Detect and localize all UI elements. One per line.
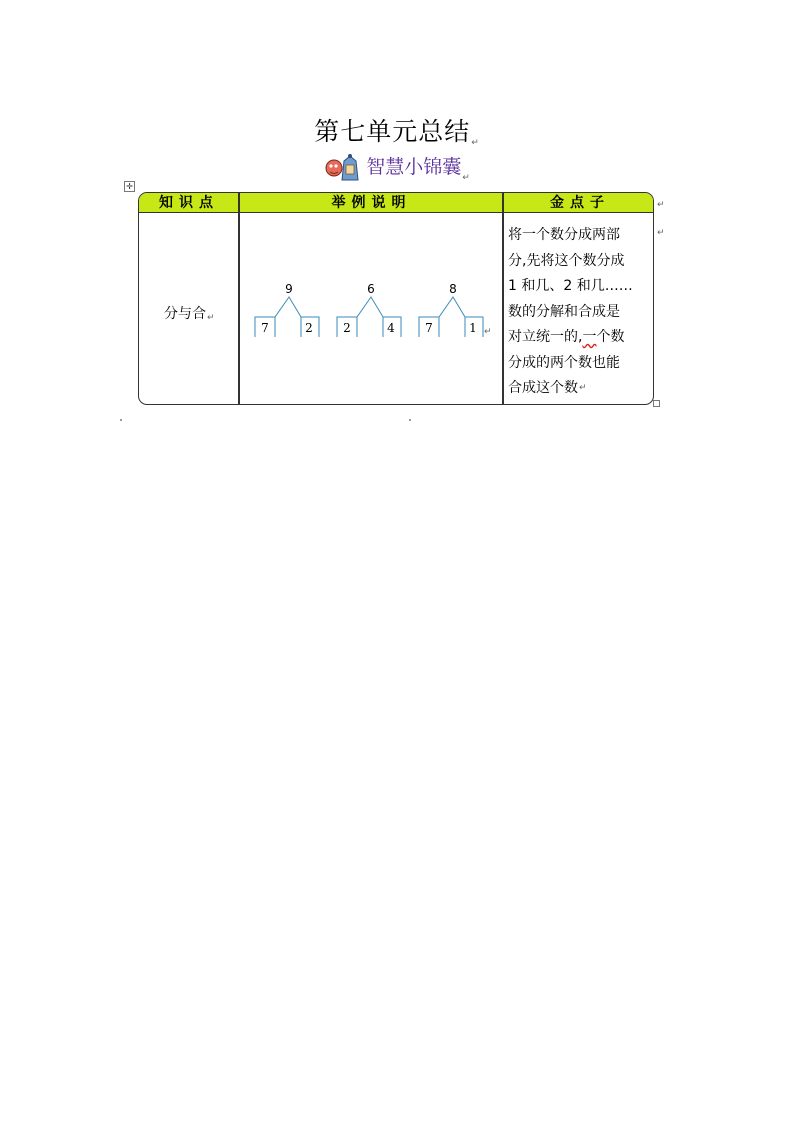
tip-line-part: 对立统一的, bbox=[508, 329, 583, 345]
summary-table bbox=[138, 192, 654, 405]
section-subtitle bbox=[0, 152, 794, 183]
tip-line-part: 个数 bbox=[596, 329, 625, 345]
tree-top-number: 6 bbox=[367, 282, 375, 296]
margin-marker bbox=[409, 419, 411, 421]
column-divider bbox=[238, 193, 240, 404]
tree-1 bbox=[255, 282, 319, 337]
paragraph-mark-icon: ↵ bbox=[462, 172, 470, 183]
paragraph-mark-icon: ↵ bbox=[207, 313, 215, 323]
tree-top-number: 8 bbox=[449, 282, 457, 296]
tree-left-number: 7 bbox=[425, 321, 433, 335]
margin-marker bbox=[120, 419, 122, 421]
tip-line: 数的分解和合成是 bbox=[508, 303, 620, 320]
tree-right-number: 4 bbox=[387, 321, 395, 335]
page-title bbox=[0, 112, 794, 148]
tree-3 bbox=[419, 282, 483, 337]
tree-2 bbox=[337, 282, 401, 337]
subtitle-text: 智慧小锦囊 bbox=[366, 156, 462, 178]
page-title-text: 第七单元总结 bbox=[314, 117, 471, 146]
table-move-handle-icon[interactable]: ✛ bbox=[124, 181, 135, 192]
tree-top-number: 9 bbox=[285, 282, 293, 296]
tree-left-number: 2 bbox=[343, 321, 351, 335]
tip-line: 将一个数分成两部 bbox=[508, 227, 620, 243]
decomposition-diagrams bbox=[249, 281, 499, 343]
tip-line bbox=[508, 376, 648, 402]
mascot-icon bbox=[324, 153, 362, 183]
tip-line: 分成的两个数也能 bbox=[508, 354, 620, 371]
header-knowledge: 知识点 bbox=[139, 193, 239, 213]
tree-left-number: 7 bbox=[261, 321, 269, 335]
tip-line: 1 和几、2 和几…… bbox=[508, 278, 633, 294]
paragraph-mark-icon: ↵ bbox=[484, 327, 492, 337]
paragraph-mark-icon: ↵ bbox=[579, 383, 587, 393]
header-tip: 金点子 bbox=[504, 193, 654, 213]
tip-line: 分,先将这个数分成 bbox=[508, 252, 625, 269]
row-end-mark-icon: ↵ bbox=[657, 200, 665, 210]
column-divider bbox=[502, 193, 504, 404]
tree-right-number: 1 bbox=[469, 321, 477, 335]
header-example: 举例说明 bbox=[240, 193, 503, 213]
spellcheck-squiggle: 一 bbox=[582, 329, 597, 345]
topic-text: 分与合 bbox=[164, 306, 206, 322]
row-end-mark-icon: ↵ bbox=[657, 228, 665, 238]
tip-line-text: 合成这个数 bbox=[508, 380, 578, 396]
tree-right-number: 2 bbox=[305, 321, 313, 335]
tip-line-with-squiggle bbox=[508, 325, 648, 351]
topic-cell bbox=[164, 303, 215, 323]
paragraph-mark-icon: ↵ bbox=[471, 138, 480, 148]
table-resize-handle-icon[interactable] bbox=[653, 400, 660, 407]
